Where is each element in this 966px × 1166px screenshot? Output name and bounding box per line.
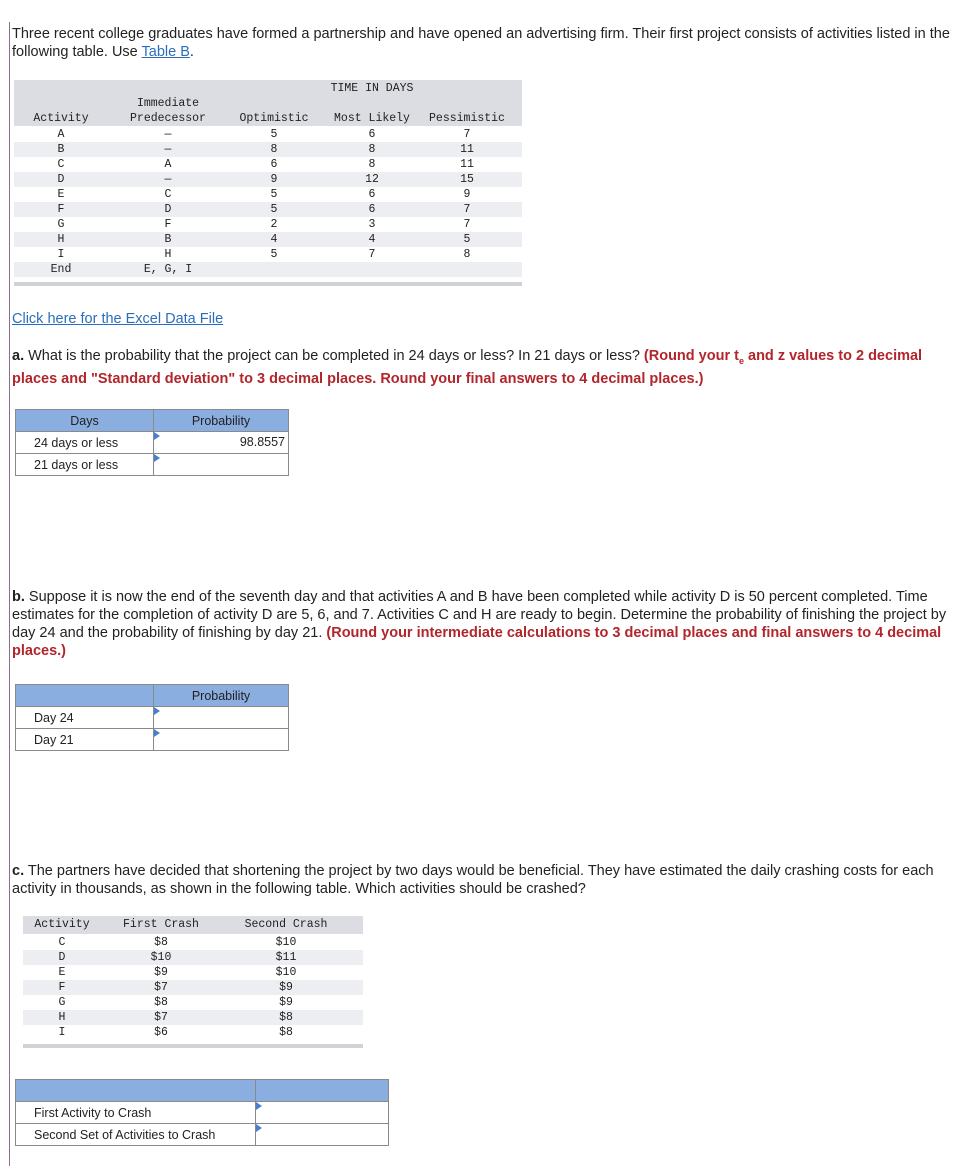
cell-pes: 11 <box>460 158 474 171</box>
row-label-day-24: Day 24 <box>16 707 154 729</box>
input-marker-icon <box>256 1102 262 1110</box>
cell-first: $7 <box>154 1011 168 1024</box>
cell-pred: — <box>164 128 172 141</box>
cell-opt: 5 <box>270 188 278 201</box>
cell-pred: — <box>164 173 172 186</box>
second-set-input[interactable] <box>256 1124 389 1146</box>
input-marker-icon <box>256 1124 262 1132</box>
input-marker-icon <box>154 729 160 737</box>
row-label-first-activity: First Activity to Crash <box>16 1102 256 1124</box>
cell-first: $6 <box>154 1026 168 1039</box>
col-probability-header: Probability <box>154 685 289 707</box>
cell-opt: 2 <box>270 218 278 231</box>
table-row <box>14 187 522 202</box>
cell-activity: F <box>58 981 66 994</box>
cell-pred: E, G, I <box>143 263 193 276</box>
cell-opt: 5 <box>270 248 278 261</box>
cell-activity: F <box>57 203 65 216</box>
cell-ml: 8 <box>368 158 376 171</box>
table-b-link[interactable]: Table B <box>141 44 190 60</box>
row-label-second-set: Second Set of Activities to Crash <box>16 1124 256 1146</box>
cell-ml: 6 <box>368 188 376 201</box>
cell-pes: 9 <box>463 188 471 201</box>
input-marker-icon <box>154 432 160 440</box>
cell-pred: F <box>164 218 172 231</box>
table-row <box>14 202 522 217</box>
row-label-21-days: 21 days or less <box>16 454 154 476</box>
cell-activity: End <box>50 263 72 276</box>
table-row <box>23 965 363 980</box>
cell-activity: I <box>58 1026 66 1039</box>
cell-activity: E <box>57 188 65 201</box>
intro-text: Three recent college graduates have formed a partnership and have opened an advertising firm. Their first project consists of activities listed in the following table. Use <box>12 26 950 60</box>
header-optimistic: Optimistic <box>239 112 309 125</box>
table-row <box>14 247 522 262</box>
blank-header <box>16 685 154 707</box>
table-row <box>23 980 363 995</box>
col-probability-header: Probability <box>154 410 289 432</box>
cell-opt: 5 <box>270 203 278 216</box>
header-predecessor-2: Predecessor <box>130 112 206 125</box>
cell-activity: D <box>57 173 65 186</box>
cell-pes: 8 <box>463 248 471 261</box>
cell-pes: 11 <box>460 143 474 156</box>
cell-pes: 7 <box>463 203 471 216</box>
table-row <box>23 1010 363 1025</box>
table-row <box>14 217 522 232</box>
cell-opt: 6 <box>270 158 278 171</box>
part-c-answer-table <box>15 1079 389 1146</box>
cell-ml: 3 <box>368 218 376 231</box>
cell-activity: A <box>57 128 65 141</box>
part-a-question: a. What is the probability that the project can be completed in 24 days or less? In 21 days or less? (Round your $t_e$ and z values to 2 decimal places and "Standard deviation" to 3 decimal places. Round your final answers to 4 decimal places.) <box>12 348 923 387</box>
cell-second: $11 <box>275 951 297 964</box>
activity-time-table <box>14 80 522 286</box>
table-row <box>14 157 522 172</box>
cell-opt: 9 <box>270 173 278 186</box>
cell-second: $8 <box>279 1011 293 1024</box>
table-row <box>14 127 522 142</box>
table-row <box>14 232 522 247</box>
excel-link-row <box>12 311 223 327</box>
cell-activity: H <box>58 1011 66 1024</box>
col-days-header: Days <box>16 410 154 432</box>
cell-activity: G <box>57 218 65 231</box>
cell-ml: 12 <box>365 173 379 186</box>
part-b-question: b. Suppose it is now the end of the seventh day and that activities A and B have been completed while activity D is 50 percent completed. Time estimates for the completion of activity D are 5, 6, and 7. Activities C and H are ready to begin. Determine the probability of finishing the project by day 24 and the probability of finishing by day 21. (Round your intermediate calculations to 3 decimal places and final answers to 4 decimal places.) <box>12 589 947 659</box>
left-margin-line <box>9 22 10 1166</box>
cell-activity: H <box>57 233 65 246</box>
table-row <box>23 1025 363 1040</box>
cell-opt: 8 <box>270 143 278 156</box>
cell-pes: 15 <box>460 173 474 186</box>
table-bottom-rule <box>14 282 522 286</box>
cell-pred: A <box>164 158 172 171</box>
cell-ml: 6 <box>368 128 376 141</box>
cell-activity: I <box>57 248 65 261</box>
row-label-24-days: 24 days or less <box>16 432 154 454</box>
probability-input-day-21[interactable] <box>154 729 289 751</box>
cell-second: $9 <box>279 981 293 994</box>
cell-ml: 7 <box>368 248 376 261</box>
input-marker-icon <box>154 707 160 715</box>
table-row <box>14 142 522 157</box>
cell-pes: 7 <box>463 128 471 141</box>
cell-activity: G <box>58 996 66 1009</box>
cell-second: $8 <box>279 1026 293 1039</box>
cell-activity: D <box>58 951 66 964</box>
excel-data-file-link[interactable]: Click here for the Excel Data File <box>12 311 224 327</box>
cell-activity: C <box>57 158 65 171</box>
cell-pred: H <box>164 248 172 261</box>
table-row <box>23 935 363 950</box>
cell-pred: D <box>164 203 172 216</box>
header-first-crash: First Crash <box>123 918 199 931</box>
super-header: TIME IN DAYS <box>330 82 414 95</box>
blank-header <box>16 1080 256 1102</box>
table-row <box>23 950 363 965</box>
part-b-answer-table <box>15 684 289 751</box>
part-a-answer-table <box>15 409 289 476</box>
cell-opt: 5 <box>270 128 278 141</box>
table-row <box>23 995 363 1010</box>
crash-cost-table <box>23 916 363 1050</box>
cell-second: $10 <box>275 936 297 949</box>
probability-input-24-days[interactable]: 98.8557 <box>154 432 289 454</box>
part-c-question: c. The partners have decided that shortening the project by two days would be beneficial. They have estimated the daily crashing costs for each activity in thousands, as shown in the following table. Which activities should be crashed? <box>12 863 934 897</box>
cell-opt: 4 <box>270 233 278 246</box>
header-pessimistic: Pessimistic <box>429 112 505 125</box>
cell-first: $8 <box>154 996 168 1009</box>
cell-first: $10 <box>150 951 172 964</box>
probability-input-day-24[interactable] <box>154 707 289 729</box>
cell-second: $9 <box>279 996 293 1009</box>
cell-activity: C <box>58 936 66 949</box>
table-row <box>14 172 522 187</box>
first-activity-input[interactable] <box>256 1102 389 1124</box>
header-predecessor-1: Immediate <box>136 97 200 110</box>
input-marker-icon <box>154 454 160 462</box>
cell-ml: 8 <box>368 143 376 156</box>
row-label-day-21: Day 21 <box>16 729 154 751</box>
cell-first: $7 <box>154 981 168 994</box>
cell-ml: 4 <box>368 233 376 246</box>
probability-input-21-days[interactable] <box>154 454 289 476</box>
cell-ml: 6 <box>368 203 376 216</box>
table-bottom-rule <box>23 1044 363 1048</box>
cell-pred: — <box>164 143 172 156</box>
intro-paragraph: Three recent college graduates have formed a partnership and have opened an advertising firm. Their first project consists of activities listed in the following table. Use Table B. <box>12 26 950 60</box>
cell-first: $9 <box>154 966 168 979</box>
cell-activity: E <box>58 966 66 979</box>
cell-pred: B <box>164 233 172 246</box>
table-row <box>14 262 522 277</box>
cell-second: $10 <box>275 966 297 979</box>
blank-header <box>256 1080 389 1102</box>
header-activity: Activity <box>33 112 89 125</box>
cell-pes: 7 <box>463 218 471 231</box>
cell-pred: C <box>164 188 172 201</box>
header-most-likely: Most Likely <box>334 112 410 125</box>
header-second-crash: Second Crash <box>244 918 328 931</box>
cell-first: $8 <box>154 936 168 949</box>
cell-activity: B <box>57 143 65 156</box>
header-activity: Activity <box>34 918 90 931</box>
cell-pes: 5 <box>463 233 471 246</box>
